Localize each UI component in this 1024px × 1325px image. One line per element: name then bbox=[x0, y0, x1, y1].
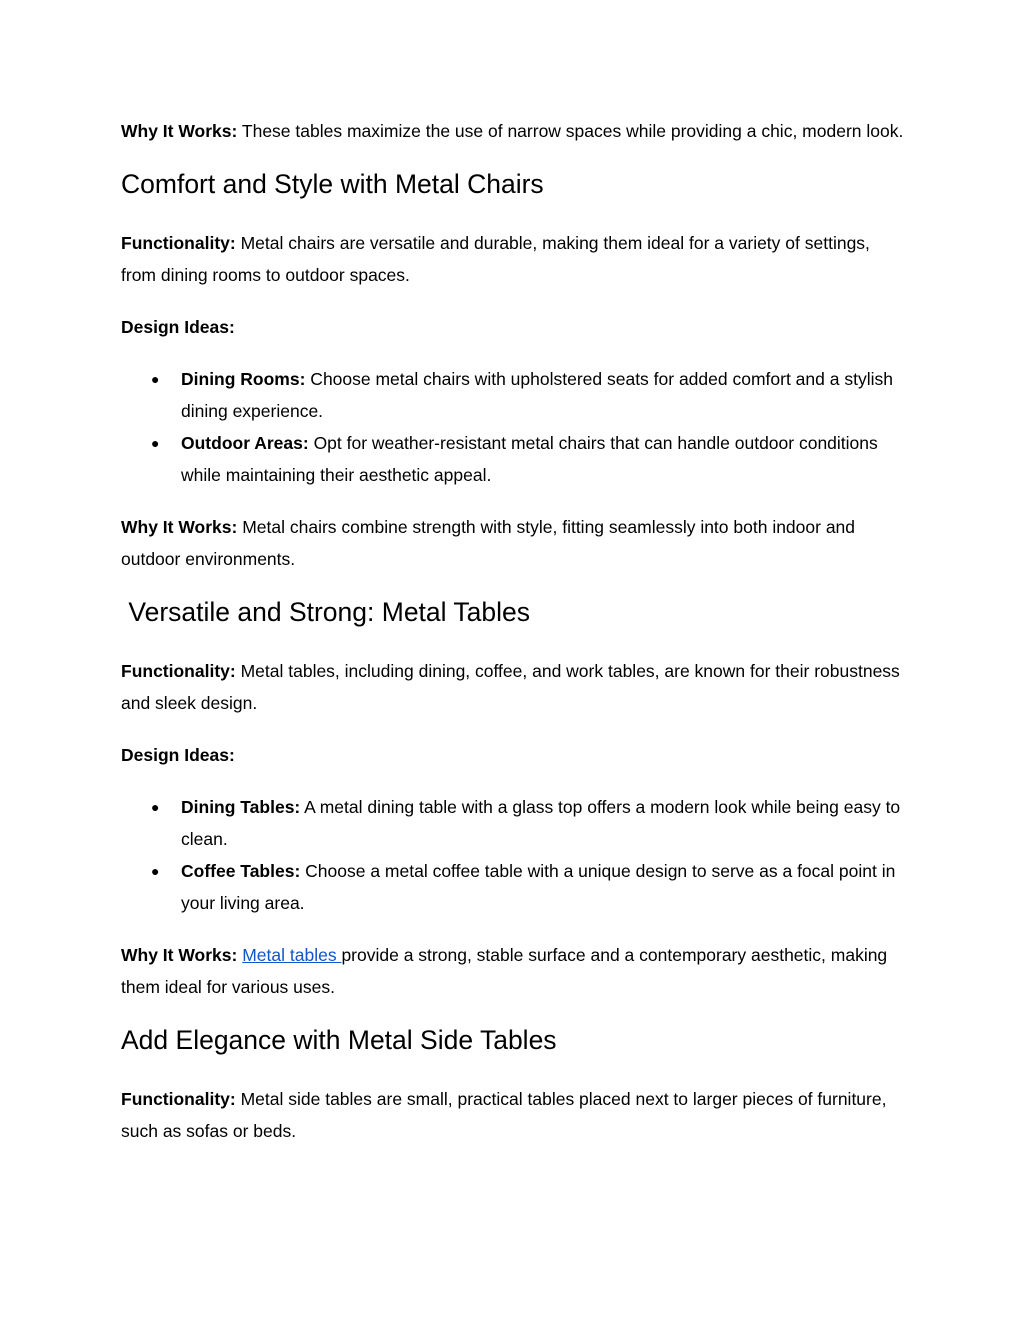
functionality-label: Functionality: bbox=[121, 1089, 236, 1109]
why-it-works-paragraph-tables bbox=[121, 939, 906, 1003]
why-it-works-text: provide a strong, stable surface and a contemporary aesthetic, making them ideal for various uses. bbox=[121, 945, 888, 997]
why-it-works-paragraph-chairs bbox=[121, 511, 906, 575]
list-item bbox=[121, 363, 906, 427]
list-item-text: Choose a metal coffee table with a unique design to serve as a focal point in your living area. bbox=[181, 861, 896, 913]
functionality-label: Functionality: bbox=[121, 233, 236, 253]
design-ideas-label-chairs bbox=[121, 311, 906, 343]
design-ideas-text: Design Ideas: bbox=[121, 317, 235, 337]
functionality-paragraph-chairs bbox=[121, 227, 906, 291]
functionality-paragraph-side-tables bbox=[121, 1083, 906, 1147]
functionality-text: Metal tables, including dining, coffee, and work tables, are known for their robustness and sleek design. bbox=[121, 661, 900, 713]
why-it-works-label: Why It Works: bbox=[121, 517, 238, 537]
design-ideas-label-tables bbox=[121, 739, 906, 771]
functionality-text: Metal chairs are versatile and durable, making them ideal for a variety of settings, from dining rooms to outdoor spaces. bbox=[121, 233, 870, 285]
bullet-icon: ● bbox=[151, 371, 160, 387]
metal-tables-link[interactable]: Metal tables bbox=[242, 945, 342, 965]
list-item bbox=[121, 855, 906, 919]
list-item-label: Dining Rooms: bbox=[181, 369, 306, 389]
bullet-icon: ● bbox=[151, 799, 160, 815]
why-it-works-label: Why It Works: bbox=[121, 121, 238, 141]
document-body bbox=[121, 115, 906, 1167]
heading-metal-side-tables: Add Elegance with Metal Side Tables bbox=[121, 1025, 557, 1055]
chairs-ideas-list bbox=[121, 363, 906, 491]
list-item bbox=[121, 427, 906, 491]
heading-metal-chairs: Comfort and Style with Metal Chairs bbox=[121, 169, 544, 199]
why-it-works-text: These tables maximize the use of narrow spaces while providing a chic, modern look. bbox=[237, 121, 904, 141]
list-item-label: Dining Tables: bbox=[181, 797, 301, 817]
heading-metal-tables: Versatile and Strong: Metal Tables bbox=[121, 597, 531, 627]
why-it-works-label: Why It Works: bbox=[121, 945, 238, 965]
functionality-label: Functionality: bbox=[121, 661, 236, 681]
why-it-works-text: Metal chairs combine strength with style, fitting seamlessly into both indoor and outdoor environments. bbox=[121, 517, 856, 569]
list-item bbox=[121, 791, 906, 855]
list-item-label: Outdoor Areas: bbox=[181, 433, 309, 453]
functionality-paragraph-tables bbox=[121, 655, 906, 719]
list-item-text: Choose metal chairs with upholstered seats for added comfort and a stylish dining experience. bbox=[181, 369, 893, 421]
functionality-text: Metal side tables are small, practical tables placed next to larger pieces of furniture, such as sofas or beds. bbox=[121, 1089, 887, 1141]
design-ideas-text: Design Ideas: bbox=[121, 745, 235, 765]
why-it-works-paragraph-1 bbox=[121, 115, 906, 147]
list-item-text: Opt for weather-resistant metal chairs that can handle outdoor conditions while maintaining their aesthetic appeal. bbox=[181, 433, 878, 485]
bullet-icon: ● bbox=[151, 863, 160, 879]
list-item-text: A metal dining table with a glass top offers a modern look while being easy to clean. bbox=[181, 797, 901, 849]
tables-ideas-list bbox=[121, 791, 906, 919]
bullet-icon: ● bbox=[151, 435, 160, 451]
list-item-label: Coffee Tables: bbox=[181, 861, 301, 881]
